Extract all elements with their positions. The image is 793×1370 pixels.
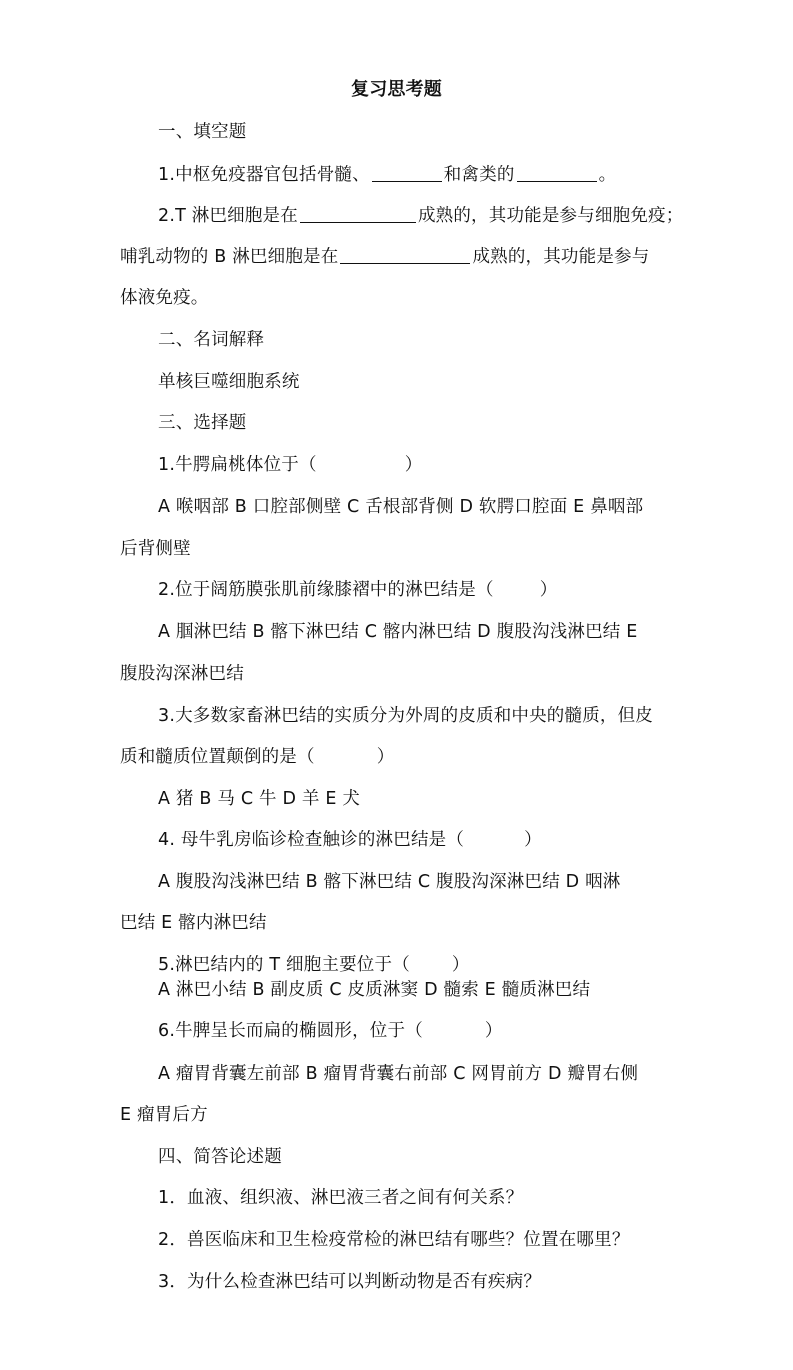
fill-q2-text-3: 哺乳动物的 B 淋巴细胞是在 [120,247,339,267]
choice-q4-options: A 腹股沟浅淋巴结 B 髂下淋巴结 C 腹股沟深淋巴结 D 咽淋 [158,872,621,892]
fill-question-1 [158,164,616,186]
fill-q2-text-5: 体液免疫。 [120,288,209,308]
section-heading-terms: 二、名词解释 [158,330,265,350]
choice-q1-options-cont: 后背侧壁 [120,539,191,559]
page-title: 复习思考题 [351,79,442,100]
section-heading-fill-in: 一、填空题 [158,122,247,142]
choice-q6-options-cont: E 瘤胃后方 [120,1105,208,1125]
term-item: 单核巨噬细胞系统 [158,372,300,392]
fill-blank [517,164,597,182]
fill-q1-text-1: 1.中枢免疫器官包括骨髓、 [158,165,370,185]
fill-q1-text-2: 和禽类的 [443,165,515,185]
choice-q4-options-cont: 巴结 E 髂内淋巴结 [120,913,267,933]
choice-q6-stem-open: 6.牛脾呈长而扁的椭圆形，位于（ [158,1021,423,1041]
choice-q2-options: A 腘淋巴结 B 髂下淋巴结 C 髂内淋巴结 D 腹股沟浅淋巴结 E [158,622,638,642]
choice-q4-stem [158,829,542,851]
fill-q1-text-3: 。 [598,165,617,185]
choice-q3-stem-close: ） [376,747,395,767]
choice-q5-options: A 淋巴小结 B 副皮质 C 皮质淋窦 D 髓索 E 髓质淋巴结 [158,980,591,1000]
choice-q3-options: A 猪 B 马 C 牛 D 羊 E 犬 [158,789,361,809]
choice-q5-stem [158,954,470,976]
fill-question-2-line-1 [158,205,683,227]
choice-q3-stem-line-1: 3.大多数家畜淋巴结的实质分为外周的皮质和中央的髓质，但皮 [158,706,653,726]
choice-q2-options-cont: 腹股沟深淋巴结 [120,664,244,684]
section-heading-essay: 四、简答论述题 [158,1147,282,1167]
essay-question-3: 3．为什么检查淋巴结可以判断动物是否有疾病？ [158,1272,542,1292]
fill-question-2-line-2 [120,246,649,268]
choice-q1-stem-open: 1.牛腭扁桃体位于（ [158,455,317,475]
choice-q1-options: A 喉咽部 B 口腔部侧壁 C 舌根部背侧 D 软腭口腔面 E 鼻咽部 [158,497,644,517]
choice-q5-stem-close: ） [451,955,470,975]
choice-q2-stem [158,579,557,601]
choice-q4-stem-close: ） [524,830,542,850]
choice-q2-stem-close: ） [539,580,558,600]
essay-question-2: 2．兽医临床和卫生检疫常检的淋巴结有哪些？位置在哪里？ [158,1230,630,1250]
choice-q4-stem-open: 4. 母牛乳房临诊检查触诊的淋巴结是（ [158,830,465,850]
section-heading-choice: 三、选择题 [158,413,247,433]
essay-question-1: 1．血液、组织液、淋巴液三者之间有何关系？ [158,1188,524,1208]
choice-q6-stem-close: ） [484,1021,503,1041]
fill-blank [300,205,416,223]
choice-q1-stem [158,454,422,476]
choice-q6-stem [158,1020,503,1042]
fill-blank [340,246,470,264]
choice-q5-stem-open: 5.淋巴结内的 T 细胞主要位于（ [158,955,410,975]
fill-q2-text-2: 成熟的，其功能是参与细胞免疫； [417,206,684,226]
fill-q2-text-1: 2.T 淋巴细胞是在 [158,206,298,226]
choice-q3-stem-line-2 [120,746,394,768]
choice-q2-stem-open: 2.位于阔筋膜张肌前缘膝褶中的淋巴结是（ [158,580,494,600]
choice-q1-stem-close: ） [404,455,423,475]
fill-blank [372,164,442,182]
fill-q2-text-4: 成熟的，其功能是参与 [472,247,650,267]
choice-q3-stem-open: 质和髓质位置颠倒的是（ [120,747,315,767]
choice-q6-options: A 瘤胃背囊左前部 B 瘤胃背囊右前部 C 网胃前方 D 瓣胃右侧 [158,1064,639,1084]
